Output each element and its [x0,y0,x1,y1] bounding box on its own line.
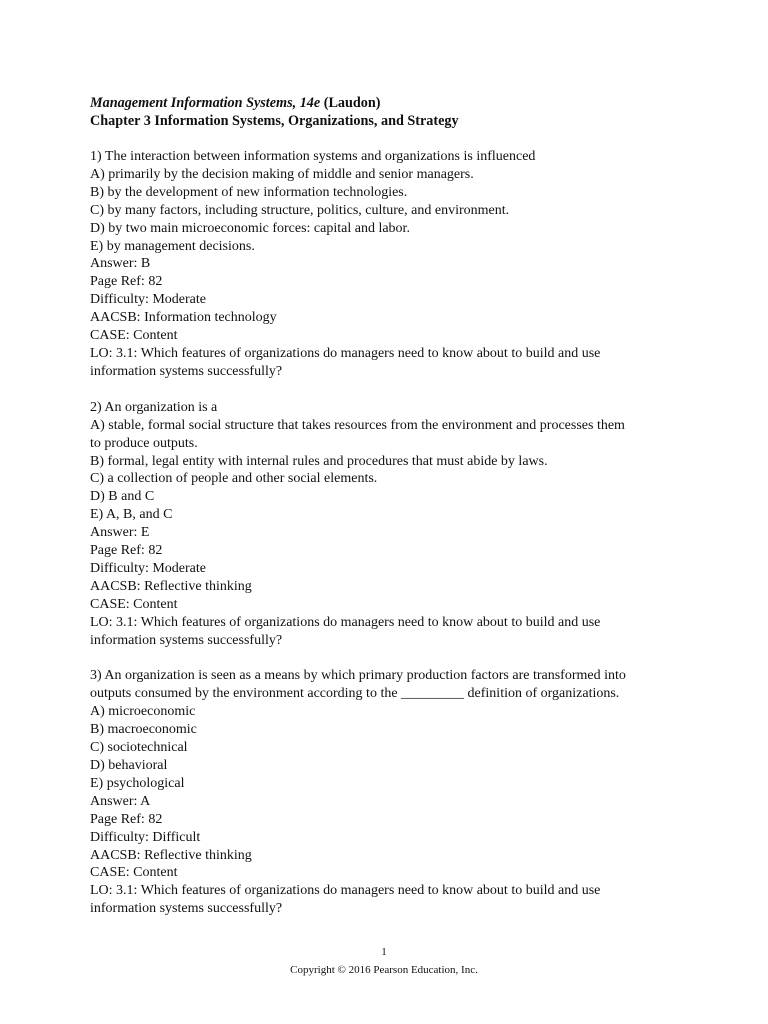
chapter-title: Chapter 3 Information Systems, Organizations, and Strategy [90,113,459,129]
question-stem: 1) The interaction between information systems and organizations is influenced [90,149,536,164]
answer-option: A) stable, formal social structure that takes resources from the environment and processes them [90,417,625,433]
answer-option: C) sociotechnical [90,740,188,756]
document-page [90,94,690,918]
answer-option: C) a collection of people and other social elements. [90,471,378,487]
answer-option: B) by the development of new information technologies. [90,184,408,200]
answer-key: Answer: B [90,256,151,272]
page-ref: Page Ref: 82 [90,811,163,827]
learning-objective: LO: 3.1: Which features of organizations do managers need to know about to build and use [90,614,601,630]
answer-option: D) B and C [90,489,155,505]
learning-objective: LO: 3.1: Which features of organizations do managers need to know about to build and use [90,345,601,361]
question-3 [90,667,690,918]
question-stem: 2) An organization is a [90,399,218,415]
answer-option: D) by two main microeconomic forces: capital and labor. [90,220,410,236]
answer-option-cont: to produce outputs. [90,435,198,451]
aacsb: AACSB: Information technology [90,310,277,326]
page-ref: Page Ref: 82 [90,274,163,290]
question-1 [90,148,690,381]
case: CASE: Content [90,865,178,881]
answer-key: Answer: A [90,793,151,809]
answer-option: E) A, B, and C [90,507,173,523]
learning-objective-cont: information systems successfully? [90,632,283,648]
difficulty: Difficulty: Moderate [90,292,206,308]
answer-option: A) microeconomic [90,704,196,720]
book-title-italic: Management Information Systems, 14e [90,95,321,111]
learning-objective-cont: information systems successfully? [90,363,283,379]
book-title [90,94,690,112]
case: CASE: Content [90,596,178,612]
answer-option: B) macroeconomic [90,722,197,738]
aacsb: AACSB: Reflective thinking [90,847,252,863]
difficulty: Difficulty: Moderate [90,560,206,576]
case: CASE: Content [90,328,178,344]
learning-objective: LO: 3.1: Which features of organizations do managers need to know about to build and use [90,883,601,899]
question-stem: 3) An organization is seen as a means by which primary production factors are transformed into [90,668,626,684]
learning-objective-cont: information systems successfully? [90,901,283,917]
difficulty: Difficulty: Difficult [90,829,201,845]
copyright-notice: Copyright © 2016 Pearson Education, Inc. [290,964,478,976]
question-stem-cont: outputs consumed by the environment according to the _________ definition of organizations. [90,686,620,702]
answer-option: C) by many factors, including structure, politics, culture, and environment. [90,202,510,218]
answer-option: B) formal, legal entity with internal rules and procedures that must abide by laws. [90,453,548,469]
page-ref: Page Ref: 82 [90,543,163,559]
answer-option: E) psychological [90,775,185,791]
answer-option: D) behavioral [90,758,168,773]
question-2 [90,399,690,650]
page-number: 1 [381,946,387,958]
aacsb: AACSB: Reflective thinking [90,578,252,594]
answer-key: Answer: E [90,525,150,541]
answer-option: E) by management decisions. [90,238,255,254]
book-title-author: (Laudon) [320,95,381,111]
answer-option: A) primarily by the decision making of middle and senior managers. [90,166,474,182]
